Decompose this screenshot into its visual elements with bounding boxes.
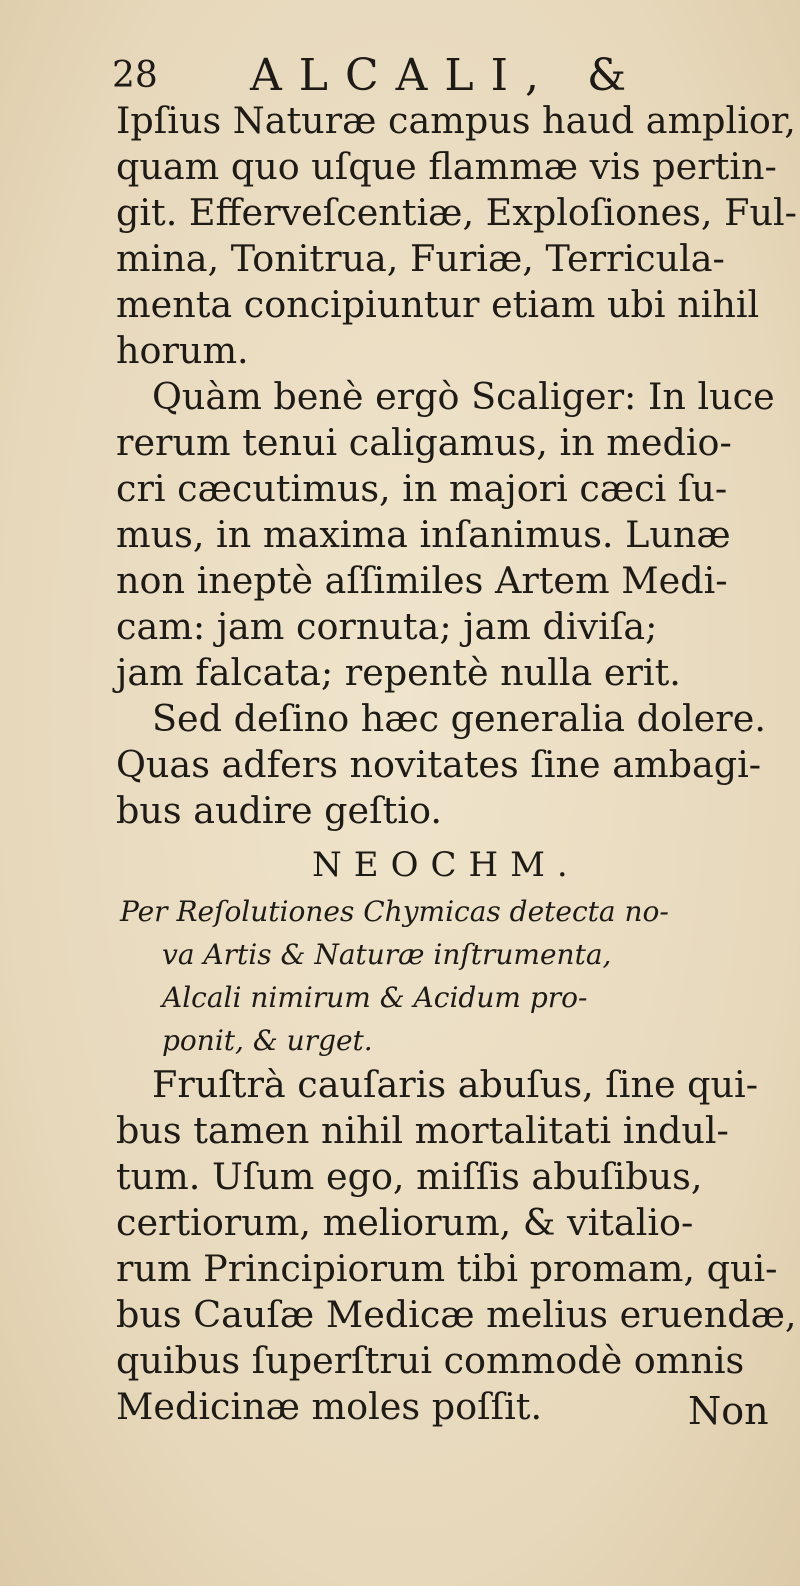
text-line: mina, Tonitrua, Furiæ, Terricula- — [116, 237, 725, 280]
text-line: non ineptè aſſimiles Artem Medi- — [116, 559, 728, 602]
text-line: Ipſius Naturæ campus haud amplior, — [116, 99, 796, 142]
argument-line: Per Reſolutiones Chymicas detecta no- — [120, 895, 669, 928]
argument-line: ponit, & urget. — [162, 1024, 373, 1057]
text-line: quam quo uſque flammæ vis pertin- — [116, 145, 777, 188]
argument-line: Alcali nimirum & Acidum pro- — [162, 981, 588, 1014]
catchword: Non — [688, 1389, 769, 1433]
text-line: menta concipiuntur etiam ubi nihil — [116, 283, 760, 326]
text-line: Fruſtrà cauſaris abuſus, ſine qui- — [152, 1063, 759, 1106]
body-text — [116, 98, 797, 1430]
text-line: horum. — [116, 329, 249, 372]
text-line: git. Efferveſcentiæ, Exploſiones, Ful- — [116, 191, 797, 234]
text-line: Medicinæ moles poſſit. — [116, 1385, 543, 1428]
running-title: ALCALI, & — [250, 50, 644, 101]
text-line: mus, in maxima inſanimus. Lunæ — [116, 513, 731, 556]
text-line: jam falcata; repentè nulla erit. — [116, 651, 681, 694]
page-header — [112, 46, 712, 106]
text-line: bus audire geſtio. — [116, 789, 442, 832]
text-line: Sed deſino hæc generalia dolere. — [152, 697, 766, 740]
text-line: bus Cauſæ Medicæ melius eruendæ, — [116, 1293, 797, 1336]
text-line: cam: jam cornuta; jam diviſa; — [116, 605, 658, 648]
text-line: certiorum, meliorum, & vitalio- — [116, 1201, 694, 1244]
argument-line: va Artis & Naturæ inſtrumenta, — [162, 938, 612, 971]
text-line: cri cæcutimus, in majori cæci ſu- — [116, 467, 728, 510]
text-line: tum. Uſum ego, miſſis abuſibus, — [116, 1155, 703, 1198]
speaker-heading: NEOCHM. — [312, 845, 580, 885]
text-line: bus tamen nihil mortalitati indul- — [116, 1109, 729, 1152]
text-line: rerum tenui caligamus, in medio- — [116, 421, 732, 464]
page-number: 28 — [112, 55, 158, 96]
text-line: Quas adfers novitates ſine ambagi- — [116, 743, 762, 786]
text-line: rum Principiorum tibi promam, qui- — [116, 1247, 778, 1290]
text-line: quibus ſuperſtrui commodè omnis — [116, 1339, 745, 1382]
text-line: Quàm benè ergò Scaliger: In luce — [152, 375, 775, 418]
